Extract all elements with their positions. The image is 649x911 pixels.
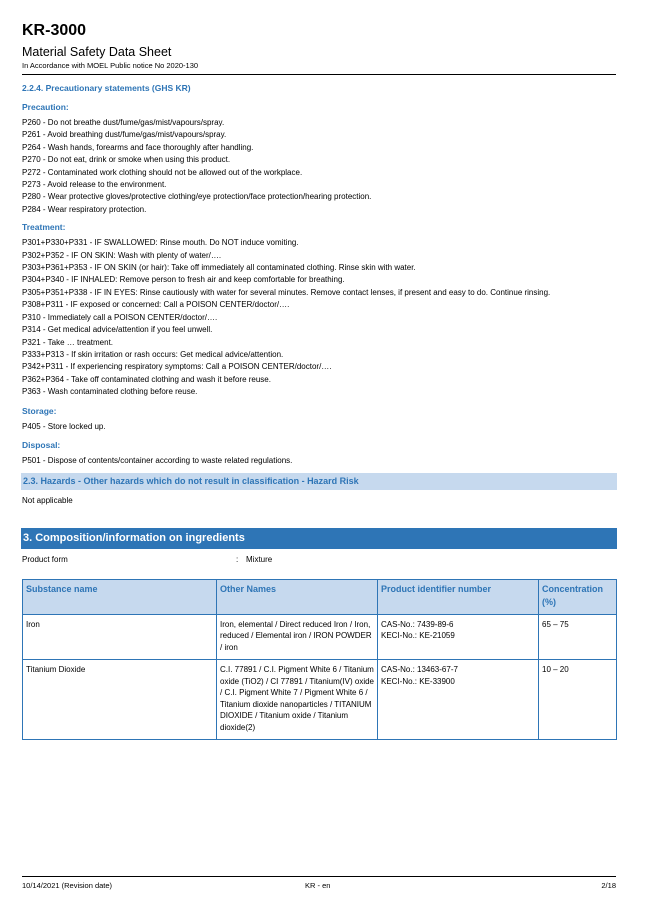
statement-line: P333+P313 - If skin irritation or rash occurs: Get medical advice/attention.: [22, 349, 284, 359]
keci-number: KECI-No.: KE-33900: [381, 676, 455, 686]
column-header-other-names: Other Names: [217, 579, 378, 614]
statement-line: P273 - Avoid release to the environment.: [22, 180, 167, 190]
substance-name-cell: Titanium Dioxide: [23, 660, 217, 740]
precaution-list: [22, 117, 616, 216]
composition-header-row: [23, 579, 617, 614]
statement-line: P264 - Wash hands, forearms and face thoroughly after handling.: [22, 142, 254, 152]
statement-line: P284 - Wear respiratory protection.: [22, 204, 147, 214]
product-form-label: Product form: [22, 554, 68, 564]
statement-line: P261 - Avoid breathing dust/fume/gas/mist/vapours/spray.: [22, 130, 227, 140]
other-names-cell: Iron, elemental / Direct reduced Iron / Iron, reduced / Elemental iron / IRON POWDER / iron: [217, 614, 378, 660]
revision-date: 10/14/2021 (Revision date): [22, 881, 113, 890]
cas-number: CAS-No.: 7439-89-6: [381, 619, 454, 629]
column-header-concentration: Concentration (%): [539, 579, 617, 614]
section-2-3-text: Not applicable: [22, 496, 73, 506]
statement-line: P321 - Take … treatment.: [22, 337, 114, 347]
composition-table: [22, 579, 617, 741]
statement-line: P314 - Get medical advice/attention if you feel unwell.: [22, 325, 213, 335]
section-2-2-4-heading: 2.2.4. Precautionary statements (GHS KR): [22, 83, 191, 93]
statement-line: P301+P330+P331 - IF SWALLOWED: Rinse mouth. Do NOT induce vomiting.: [22, 238, 299, 248]
statement-line: P260 - Do not breathe dust/fume/gas/mist/vapours/spray.: [22, 118, 225, 127]
statement-line: P501 - Dispose of contents/container according to waste related regulations.: [22, 455, 293, 465]
disposal-list: [22, 455, 616, 467]
statement-line: P280 - Wear protective gloves/protective clothing/eye protection/face protection/hearing protection.: [22, 192, 372, 202]
product-form-separator: :: [236, 554, 239, 564]
identifier-cell: [378, 614, 539, 660]
other-names-cell: C.I. 77891 / C.I. Pigment White 6 / Titanium oxide (TiO2) / CI 77891 / Titanium(IV) oxide / C.I. Pigment White 7 / Pigment White 6 / Titanium dioxide nanoparticles / TITANIUM DIOXIDE / Titanium oxide / Titanium dioxide(2): [217, 660, 378, 740]
concentration-cell: 10 – 20: [539, 660, 617, 740]
statement-line: P270 - Do not eat, drink or smoke when using this product.: [22, 155, 231, 165]
cas-number: CAS-No.: 13463-67-7: [381, 665, 458, 675]
page-footer: [22, 876, 616, 890]
regulation-note: In Accordance with MOEL Public notice No 2020-130: [22, 61, 199, 70]
statement-line: P305+P351+P338 - IF IN EYES: Rinse cautiously with water for several minutes. Remove contact lenses, if present and easy to do. Continue rinsing.: [22, 287, 551, 297]
language-code: KR - en: [305, 881, 331, 890]
statement-line: P308+P311 - IF exposed or concerned: Call a POISON CENTER/doctor/….: [22, 300, 290, 310]
statement-line: P310 - Immediately call a POISON CENTER/doctor/….: [22, 312, 218, 322]
section-2-3-heading: 2.3. Hazards - Other hazards which do not result in classification - Hazard Risk: [21, 473, 617, 490]
identifier-cell: [378, 660, 539, 740]
page-number: 2/18: [601, 881, 616, 890]
table-row: [23, 614, 617, 660]
product-form-row: [22, 554, 616, 565]
column-header-substance: Substance name: [23, 579, 217, 614]
substance-name-cell: Iron: [23, 614, 217, 660]
precaution-label: Precaution:: [22, 102, 69, 112]
product-form-value: Mixture: [246, 554, 273, 564]
treatment-list: [22, 237, 616, 398]
header-rule: [22, 74, 616, 75]
concentration-cell: 65 – 75: [539, 614, 617, 660]
statement-line: P272 - Contaminated work clothing should not be allowed out of the workplace.: [22, 167, 303, 177]
column-header-identifier: Product identifier number: [378, 579, 539, 614]
disposal-label: Disposal:: [22, 439, 61, 450]
statement-line: P363 - Wash contaminated clothing before reuse.: [22, 387, 198, 397]
document-page: [22, 22, 616, 740]
statement-line: P362+P364 - Take off contaminated clothing and wash it before reuse.: [22, 374, 271, 384]
keci-number: KECI-No.: KE-21059: [381, 631, 455, 641]
statement-line: P405 - Store locked up.: [22, 421, 106, 431]
treatment-label: Treatment:: [22, 222, 66, 233]
statement-line: P302+P352 - IF ON SKIN: Wash with plenty of water/….: [22, 250, 222, 260]
statement-line: P342+P311 - If experiencing respiratory symptoms: Call a POISON CENTER/doctor/….: [22, 362, 332, 372]
storage-list: [22, 421, 616, 433]
statement-line: P304+P340 - IF INHALED: Remove person to fresh air and keep comfortable for breathing.: [22, 275, 345, 285]
document-subtitle: Material Safety Data Sheet: [22, 45, 172, 59]
table-row: [23, 660, 617, 740]
storage-label: Storage:: [22, 405, 57, 416]
section-3-heading: 3. Composition/information on ingredients: [21, 528, 617, 549]
statement-line: P303+P361+P353 - IF ON SKIN (or hair): Take off immediately all contaminated clothing. Rinse skin with water.: [22, 263, 416, 273]
document-title: KR-3000: [22, 22, 87, 39]
